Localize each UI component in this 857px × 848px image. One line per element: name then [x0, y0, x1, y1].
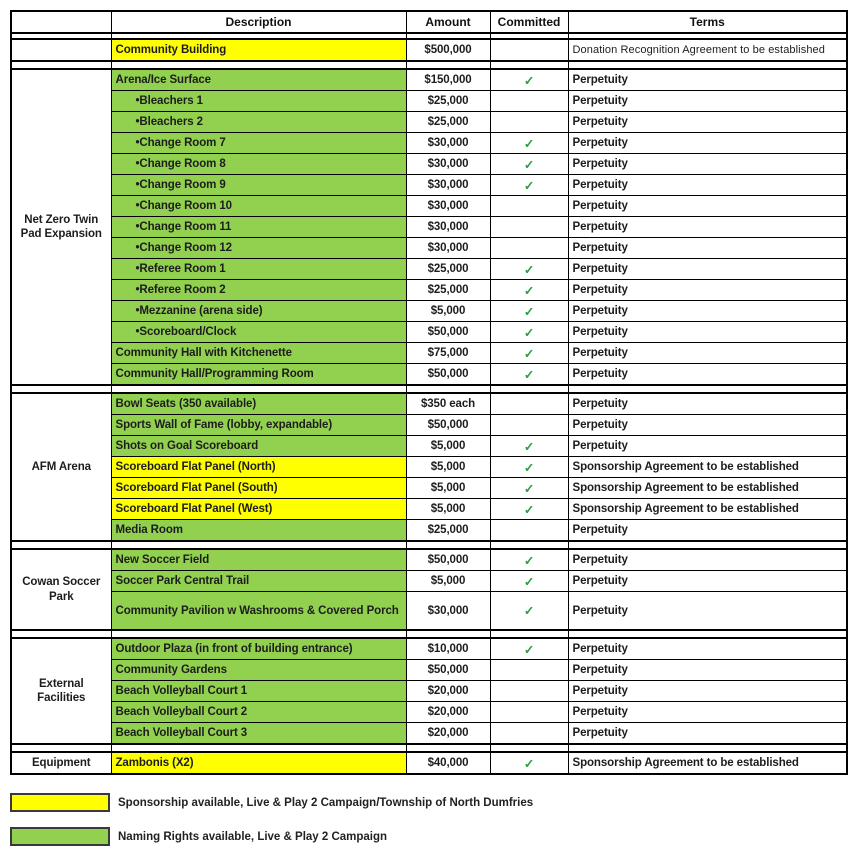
- spacer-cell: [111, 744, 406, 752]
- spacer-cell: [490, 385, 568, 393]
- spacer-cell: [111, 385, 406, 393]
- committed-check-icon: ✓: [490, 499, 568, 520]
- terms-cell: Perpetuity: [568, 393, 847, 415]
- description-cell: Sports Wall of Fame (lobby, expandable): [111, 415, 406, 436]
- committed-cell: [490, 238, 568, 259]
- spacer-cell: [406, 61, 490, 69]
- amount-cell: $40,000: [406, 752, 490, 774]
- terms-cell: Perpetuity: [568, 91, 847, 112]
- green-swatch-icon: [10, 827, 110, 846]
- section-spacer: [11, 541, 847, 549]
- table-row: [11, 520, 847, 542]
- committed-cell: [490, 91, 568, 112]
- committed-check-icon: ✓: [490, 478, 568, 499]
- description-cell: Scoreboard Flat Panel (South): [111, 478, 406, 499]
- description-cell: Bowl Seats (350 available): [111, 393, 406, 415]
- description-cell: •Change Room 10: [111, 196, 406, 217]
- terms-cell: Perpetuity: [568, 549, 847, 571]
- amount-cell: $30,000: [406, 196, 490, 217]
- section-net-zero-twin-pad-expansion: [11, 69, 847, 385]
- spacer-cell: [406, 630, 490, 638]
- description-cell: Media Room: [111, 520, 406, 542]
- amount-cell: $500,000: [406, 39, 490, 61]
- committed-check-icon: ✓: [490, 259, 568, 280]
- legend-item-sponsorship-available: [10, 793, 857, 812]
- committed-check-icon: ✓: [490, 752, 568, 774]
- section-community-building: [11, 39, 847, 61]
- amount-cell: $5,000: [406, 301, 490, 322]
- committed-cell: [490, 112, 568, 133]
- description-cell: New Soccer Field: [111, 549, 406, 571]
- amount-cell: $5,000: [406, 478, 490, 499]
- description-cell: Beach Volleyball Court 2: [111, 702, 406, 723]
- spacer-cell: [568, 541, 847, 549]
- spacer-cell: [406, 541, 490, 549]
- amount-cell: $20,000: [406, 681, 490, 702]
- spacer-cell: [111, 630, 406, 638]
- spacer-cell: [406, 744, 490, 752]
- amount-cell: $50,000: [406, 364, 490, 386]
- table-row: [11, 638, 847, 660]
- description-cell: Soccer Park Central Trail: [111, 571, 406, 592]
- table-row: [11, 478, 847, 499]
- description-cell: •Change Room 7: [111, 133, 406, 154]
- category-cell: Net Zero Twin Pad Expansion: [11, 69, 111, 385]
- amount-cell: $75,000: [406, 343, 490, 364]
- terms-cell: Perpetuity: [568, 638, 847, 660]
- terms-cell: Sponsorship Agreement to be established: [568, 752, 847, 774]
- committed-cell: [490, 39, 568, 61]
- table-row: [11, 39, 847, 61]
- header-category: [11, 11, 111, 33]
- sponsorship-table: [10, 10, 848, 775]
- table-row: [11, 681, 847, 702]
- terms-cell: Perpetuity: [568, 343, 847, 364]
- legend-label-naming-rights: Naming Rights available, Live & Play 2 Campaign: [118, 830, 388, 843]
- amount-cell: $5,000: [406, 457, 490, 478]
- section-cowan-soccer-park: [11, 549, 847, 630]
- committed-check-icon: ✓: [490, 280, 568, 301]
- header-description: Description: [111, 11, 406, 33]
- table-row: [11, 723, 847, 745]
- terms-cell: Perpetuity: [568, 238, 847, 259]
- table-row: [11, 549, 847, 571]
- terms-cell: Perpetuity: [568, 702, 847, 723]
- description-cell: •Bleachers 2: [111, 112, 406, 133]
- committed-cell: [490, 681, 568, 702]
- amount-cell: $30,000: [406, 154, 490, 175]
- table-row: [11, 301, 847, 322]
- table-row: [11, 259, 847, 280]
- committed-check-icon: ✓: [490, 133, 568, 154]
- amount-cell: $25,000: [406, 520, 490, 542]
- yellow-swatch-icon: [10, 793, 110, 812]
- spacer-cell: [111, 61, 406, 69]
- committed-check-icon: ✓: [490, 154, 568, 175]
- amount-cell: $30,000: [406, 592, 490, 631]
- description-cell: Community Hall/Programming Room: [111, 364, 406, 386]
- committed-check-icon: ✓: [490, 549, 568, 571]
- table-row: [11, 322, 847, 343]
- table-row: [11, 702, 847, 723]
- terms-cell: Perpetuity: [568, 69, 847, 91]
- terms-cell: Perpetuity: [568, 112, 847, 133]
- amount-cell: $25,000: [406, 280, 490, 301]
- terms-cell: Sponsorship Agreement to be established: [568, 457, 847, 478]
- committed-check-icon: ✓: [490, 457, 568, 478]
- spacer-cell: [11, 385, 111, 393]
- legend-label-sponsorship: Sponsorship available, Live & Play 2 Campaign/Township of North Dumfries: [118, 796, 534, 809]
- terms-cell: Perpetuity: [568, 133, 847, 154]
- spacer-cell: [568, 744, 847, 752]
- description-cell: Community Gardens: [111, 660, 406, 681]
- committed-cell: [490, 723, 568, 745]
- committed-cell: [490, 393, 568, 415]
- terms-cell: Perpetuity: [568, 364, 847, 386]
- table-row: [11, 217, 847, 238]
- amount-cell: $50,000: [406, 660, 490, 681]
- section-afm-arena: [11, 393, 847, 541]
- description-cell: •Bleachers 1: [111, 91, 406, 112]
- terms-cell: Perpetuity: [568, 154, 847, 175]
- committed-check-icon: ✓: [490, 301, 568, 322]
- description-cell: Beach Volleyball Court 1: [111, 681, 406, 702]
- committed-check-icon: ✓: [490, 322, 568, 343]
- section-external-facilities: [11, 638, 847, 744]
- description-cell: Zambonis (X2): [111, 752, 406, 774]
- terms-cell: Perpetuity: [568, 301, 847, 322]
- terms-cell: Sponsorship Agreement to be established: [568, 499, 847, 520]
- spacer-cell: [111, 541, 406, 549]
- committed-cell: [490, 217, 568, 238]
- spacer-cell: [11, 61, 111, 69]
- committed-check-icon: ✓: [490, 592, 568, 631]
- category-cell: AFM Arena: [11, 393, 111, 541]
- header-terms: Terms: [568, 11, 847, 33]
- header-row: [11, 11, 847, 33]
- amount-cell: $30,000: [406, 217, 490, 238]
- spacer-cell: [490, 61, 568, 69]
- terms-cell: Perpetuity: [568, 322, 847, 343]
- table-row: [11, 364, 847, 386]
- table-header: [11, 11, 847, 33]
- description-cell: •Change Room 12: [111, 238, 406, 259]
- amount-cell: $350 each: [406, 393, 490, 415]
- table-row: [11, 436, 847, 457]
- amount-cell: $5,000: [406, 571, 490, 592]
- table-row: [11, 343, 847, 364]
- amount-cell: $50,000: [406, 415, 490, 436]
- committed-check-icon: ✓: [490, 175, 568, 196]
- description-cell: Beach Volleyball Court 3: [111, 723, 406, 745]
- description-cell: Community Pavilion w Washrooms & Covered Porch: [111, 592, 406, 631]
- amount-cell: $5,000: [406, 436, 490, 457]
- table-row: [11, 457, 847, 478]
- table-row: [11, 280, 847, 301]
- terms-cell: Perpetuity: [568, 280, 847, 301]
- committed-cell: [490, 520, 568, 542]
- table-row: [11, 112, 847, 133]
- table-row: [11, 133, 847, 154]
- description-cell: •Scoreboard/Clock: [111, 322, 406, 343]
- description-cell: Shots on Goal Scoreboard: [111, 436, 406, 457]
- committed-check-icon: ✓: [490, 436, 568, 457]
- terms-cell: Perpetuity: [568, 175, 847, 196]
- spacer-cell: [568, 385, 847, 393]
- description-cell: Scoreboard Flat Panel (West): [111, 499, 406, 520]
- description-cell: •Change Room 9: [111, 175, 406, 196]
- table-row: [11, 196, 847, 217]
- committed-cell: [490, 415, 568, 436]
- amount-cell: $30,000: [406, 133, 490, 154]
- amount-cell: $50,000: [406, 322, 490, 343]
- spacer-cell: [490, 541, 568, 549]
- table-row: [11, 415, 847, 436]
- committed-cell: [490, 702, 568, 723]
- amount-cell: $20,000: [406, 702, 490, 723]
- table-row: [11, 499, 847, 520]
- terms-cell: Perpetuity: [568, 196, 847, 217]
- description-cell: •Referee Room 1: [111, 259, 406, 280]
- terms-cell: Perpetuity: [568, 660, 847, 681]
- category-cell: Cowan Soccer Park: [11, 549, 111, 630]
- committed-check-icon: ✓: [490, 343, 568, 364]
- table-row: [11, 393, 847, 415]
- amount-cell: $5,000: [406, 499, 490, 520]
- category-cell: External Facilities: [11, 638, 111, 744]
- terms-cell: Sponsorship Agreement to be established: [568, 478, 847, 499]
- description-cell: Community Hall with Kitchenette: [111, 343, 406, 364]
- table-row: [11, 154, 847, 175]
- committed-check-icon: ✓: [490, 638, 568, 660]
- table-row: [11, 592, 847, 631]
- terms-cell: Donation Recognition Agreement to be established: [568, 39, 847, 61]
- description-cell: Scoreboard Flat Panel (North): [111, 457, 406, 478]
- description-cell: Community Building: [111, 39, 406, 61]
- table-row: [11, 571, 847, 592]
- amount-cell: $25,000: [406, 259, 490, 280]
- section-spacer: [11, 744, 847, 752]
- committed-check-icon: ✓: [490, 364, 568, 386]
- description-cell: •Change Room 11: [111, 217, 406, 238]
- spacer-cell: [568, 630, 847, 638]
- spacer-cell: [11, 541, 111, 549]
- spacer-cell: [406, 385, 490, 393]
- table-row: [11, 660, 847, 681]
- amount-cell: $30,000: [406, 238, 490, 259]
- description-cell: •Change Room 8: [111, 154, 406, 175]
- spacer-cell: [490, 744, 568, 752]
- table-row: [11, 69, 847, 91]
- description-cell: Outdoor Plaza (in front of building entrance): [111, 638, 406, 660]
- section-spacer: [11, 630, 847, 638]
- spacer-cell: [568, 61, 847, 69]
- amount-cell: $30,000: [406, 175, 490, 196]
- spacer-cell: [11, 744, 111, 752]
- legend-item-naming-rights-available: [10, 827, 857, 846]
- terms-cell: Perpetuity: [568, 259, 847, 280]
- terms-cell: Perpetuity: [568, 592, 847, 631]
- terms-cell: Perpetuity: [568, 217, 847, 238]
- amount-cell: $25,000: [406, 112, 490, 133]
- section-equipment: [11, 752, 847, 774]
- category-cell: [11, 39, 111, 61]
- category-cell: Equipment: [11, 752, 111, 774]
- terms-cell: Perpetuity: [568, 436, 847, 457]
- amount-cell: $50,000: [406, 549, 490, 571]
- committed-cell: [490, 660, 568, 681]
- amount-cell: $150,000: [406, 69, 490, 91]
- committed-cell: [490, 196, 568, 217]
- terms-cell: Perpetuity: [568, 571, 847, 592]
- section-spacer: [11, 385, 847, 393]
- amount-cell: $20,000: [406, 723, 490, 745]
- description-cell: Arena/Ice Surface: [111, 69, 406, 91]
- amount-cell: $25,000: [406, 91, 490, 112]
- table-row: [11, 175, 847, 196]
- committed-check-icon: ✓: [490, 571, 568, 592]
- spacer-cell: [11, 630, 111, 638]
- legend: [10, 793, 857, 846]
- header-amount: Amount: [406, 11, 490, 33]
- description-cell: •Referee Room 2: [111, 280, 406, 301]
- table-row: [11, 752, 847, 774]
- terms-cell: Perpetuity: [568, 723, 847, 745]
- table-row: [11, 238, 847, 259]
- header-committed: Committed: [490, 11, 568, 33]
- terms-cell: Perpetuity: [568, 520, 847, 542]
- description-cell: •Mezzanine (arena side): [111, 301, 406, 322]
- spacer-cell: [490, 630, 568, 638]
- terms-cell: Perpetuity: [568, 681, 847, 702]
- section-spacer: [11, 61, 847, 69]
- amount-cell: $10,000: [406, 638, 490, 660]
- terms-cell: Perpetuity: [568, 415, 847, 436]
- committed-check-icon: ✓: [490, 69, 568, 91]
- table-row: [11, 91, 847, 112]
